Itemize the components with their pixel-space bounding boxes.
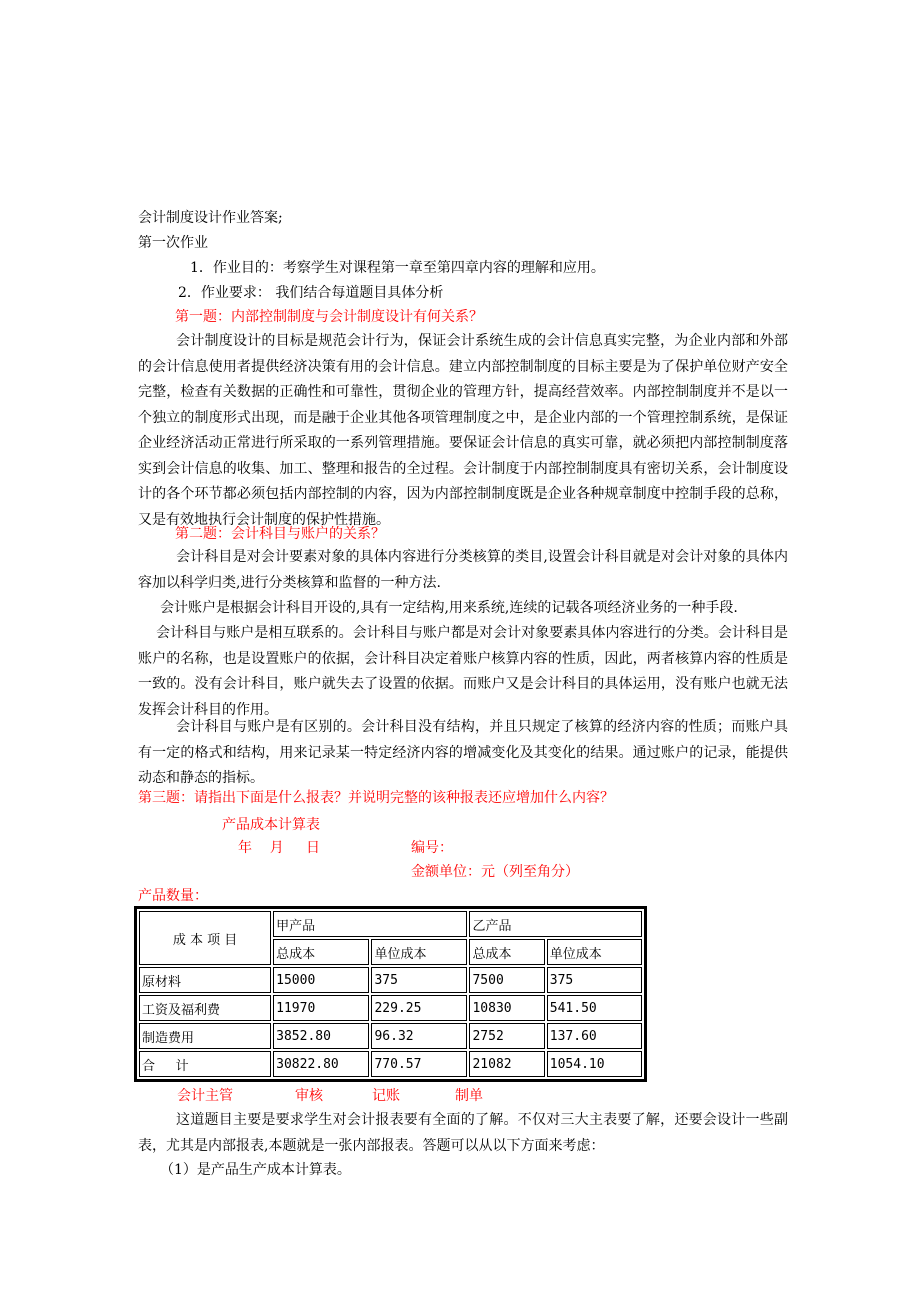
question-2-title: 第二题：会计科目与账户的关系？ — [175, 526, 385, 542]
question-1-title: 第一题：内部控制制度与会计制度设计有何关系？ — [175, 309, 483, 325]
signature-supervisor: 会计主管 — [177, 1088, 233, 1104]
product-b-unit: 375 — [547, 967, 642, 993]
cost-table — [134, 906, 647, 1082]
report-date-line: 年 月 日 — [238, 840, 321, 856]
product-b-total: 2752 — [469, 1023, 544, 1049]
document-title: 会计制度设计作业答案; — [138, 210, 283, 226]
product-a-unit: 229.25 — [371, 995, 467, 1021]
product-quantity-label: 产品数量： — [138, 888, 208, 904]
cost-item: 原材料 — [139, 967, 271, 993]
product-a-header: 甲产品 — [273, 911, 467, 937]
signature-preparer: 制单 — [455, 1088, 483, 1104]
question-1-answer: 会计制度设计的目标是规范会计行为，保证会计系统生成的会计信息真实完整，为企业内部和外部的会计信息使用者提供经济决策有用的会计信息。建立内部控制制度的目标主要是为了保护单位财产安全完整，检查有关数据的正确性和可靠性，贯彻企业的管理方针，提高经营效率。内部控制制度并不是以一个独立的制度形式出现，而是融于企业其他各项管理制度之中，是企业内部的一个管理控制系统，是保证企业经济活动正常进行所采取的一系列管理措施。要保证会计信息的真实可靠，就必须把内部控制制度落实到会计信息的收集、加工、整理和报告的全过程。会计制度于内部控制制度具有密切关系，会计制度设计的各个环节都必须包括内部控制的内容，因为内部控制制度既是企业各种规章制度中控制手段的总称，又是有效地执行会计制度的保护性措施。 — [138, 333, 788, 528]
signature-bookkeeping: 记账 — [372, 1088, 400, 1104]
assignment-heading: 第一次作业 — [138, 235, 208, 251]
item-requirement: 2．作业要求： 我们结合每道题目具体分析 — [178, 285, 444, 301]
report-unit-label: 金额单位：元（列至角分） — [411, 864, 579, 880]
product-a-total: 15000 — [273, 967, 369, 993]
product-a-unit: 375 — [371, 967, 467, 993]
item-purpose: 1．作业目的：考察学生对课程第一章至第四章内容的理解和应用。 — [190, 260, 605, 276]
product-b-total: 10830 — [469, 995, 544, 1021]
report-title: 产品成本计算表 — [222, 817, 320, 833]
cost-item: 合 计 — [139, 1051, 271, 1077]
product-b-unit: 541.50 — [547, 995, 642, 1021]
product-a-unit: 770.57 — [371, 1051, 467, 1077]
question-2-paragraph-3: 会计科目与账户是相互联系的。会计科目与账户都是对会计对象要素具体内容进行的分类。会计科目是账户的名称，也是设置账户的依据，会计科目决定着账户核算内容的性质，因此，两者核算内容的性质是一致的。没有会计科目，账户就失去了设置的依据。而账户又是会计科目的具体运用，没有账户也就无法发挥会计科目的作用。 — [138, 625, 788, 718]
product-b-unit: 137.60 — [547, 1023, 642, 1049]
question-3-title: 第三题：请指出下面是什么报表？并说明完整的该种报表还应增加什么内容？ — [138, 790, 614, 806]
product-b-total: 21082 — [469, 1051, 544, 1077]
cost-item: 制造费用 — [139, 1023, 271, 1049]
question-3-analysis: 这道题目主要是要求学生对会计报表要有全面的了解。不仅对三大主表要了解，还要会设计一些副表，尤其是内部报表,本题就是一张内部报表。答题可以从以下方面来考虑： — [138, 1112, 788, 1154]
question-3-point-1: （1）是产品生产成本计算表。 — [160, 1162, 351, 1178]
question-2-paragraph-4: 会计科目与账户是有区别的。会计科目没有结构，并且只规定了核算的经济内容的性质；而账户具有一定的格式和结构，用来记录某一特定经济内容的增减变化及其变化的结果。通过账户的记录，能提供动态和静态的指标。 — [138, 719, 788, 786]
table-row — [139, 1023, 642, 1049]
report-number-label: 编号： — [411, 840, 453, 856]
table-row — [139, 1051, 642, 1077]
product-b-header: 乙产品 — [469, 911, 642, 937]
table-row — [139, 995, 642, 1021]
product-a-total: 30822.80 — [273, 1051, 369, 1077]
product-b-unit: 1054.10 — [547, 1051, 642, 1077]
product-a-total-header: 总成本 — [273, 939, 369, 965]
product-b-total: 7500 — [469, 967, 544, 993]
table-header-row — [139, 911, 642, 937]
cost-item-header: 成 本 项 目 — [139, 911, 271, 965]
product-b-unit-header: 单位成本 — [547, 939, 642, 965]
question-2-paragraph-2: 会计账户是根据会计科目开设的,具有一定结构,用来系统,连续的记载各项经济业务的一种手段. — [160, 600, 738, 616]
product-b-total-header: 总成本 — [469, 939, 544, 965]
product-a-unit: 96.32 — [371, 1023, 467, 1049]
table-row — [139, 967, 642, 993]
product-a-total: 11970 — [273, 995, 369, 1021]
cost-item: 工资及福利费 — [139, 995, 271, 1021]
question-2-paragraph-1: 会计科目是对会计要素对象的具体内容进行分类核算的类目,设置会计科目就是对会计对象的具体内容加以科学归类,进行分类核算和监督的一种方法. — [138, 549, 788, 591]
product-a-total: 3852.80 — [273, 1023, 369, 1049]
product-a-unit-header: 单位成本 — [371, 939, 467, 965]
signature-review: 审核 — [295, 1088, 323, 1104]
